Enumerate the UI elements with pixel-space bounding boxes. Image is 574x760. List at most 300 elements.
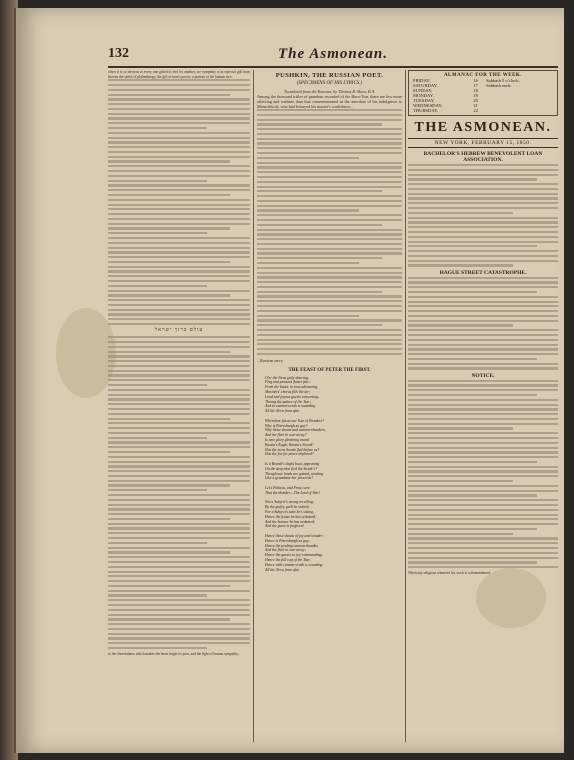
text-line	[108, 532, 250, 534]
text-line	[408, 566, 558, 568]
text-line	[108, 103, 250, 105]
text-line	[108, 494, 250, 496]
text-line	[257, 162, 402, 164]
text-line	[108, 137, 250, 139]
text-line	[108, 132, 250, 134]
text-line	[108, 175, 250, 177]
poem-line: From the boats, in tone advancing,	[265, 385, 319, 390]
text-line	[108, 370, 250, 372]
text-line	[408, 178, 537, 180]
text-line	[108, 403, 250, 405]
text-line	[108, 556, 250, 558]
text-line	[408, 301, 558, 303]
text-line	[408, 197, 558, 199]
text-line	[108, 355, 250, 357]
text-line	[408, 260, 558, 262]
almanac-cell: SUNDAY,	[413, 88, 433, 93]
text-line	[257, 176, 402, 178]
poem-line: And to cannon-crash is sounding	[265, 404, 316, 409]
poem-line: Hence the pealing cannon-thunder,	[265, 543, 319, 548]
text-line	[108, 398, 250, 400]
text-line	[108, 365, 250, 367]
text-line	[108, 461, 250, 463]
column-3	[408, 70, 558, 746]
text-line	[408, 389, 558, 391]
hebrew-line: עולם ברוך ישראל	[154, 328, 204, 334]
text-line	[257, 138, 402, 140]
text-line	[108, 146, 250, 148]
text-line	[408, 408, 558, 410]
text-line	[408, 305, 558, 307]
text-line	[108, 98, 250, 100]
text-line	[108, 208, 250, 210]
article-title: PUSHKIN, THE RUSSIAN POET.	[275, 72, 384, 79]
text-line	[108, 585, 230, 587]
text-line	[108, 527, 250, 529]
text-line	[108, 151, 250, 153]
text-line	[108, 537, 250, 539]
text-line	[408, 310, 558, 312]
text-line	[108, 79, 250, 81]
col3-body-2	[408, 277, 558, 370]
text-line	[108, 590, 250, 592]
poem-line: Hence the feasts he has ordained,	[265, 514, 317, 519]
text-line	[257, 200, 402, 202]
poem-line: Though our lands are gained, stealing	[265, 471, 324, 476]
text-line	[108, 194, 230, 196]
text-line	[408, 236, 558, 238]
text-line	[408, 193, 558, 195]
text-line	[257, 310, 402, 312]
text-line	[257, 291, 382, 293]
text-line	[408, 250, 558, 252]
text-line	[108, 213, 250, 215]
almanac-cell: 22	[473, 108, 478, 113]
text-line	[108, 204, 250, 206]
text-line	[408, 358, 537, 360]
text-line	[408, 485, 558, 487]
poem-line: Russia's Eagle, Russia's Sword?	[265, 442, 314, 447]
text-line	[108, 480, 250, 482]
text-line	[257, 166, 402, 168]
text-line	[108, 594, 207, 596]
text-line	[408, 394, 537, 396]
text-line	[408, 174, 558, 176]
text-line	[108, 223, 250, 225]
poem-line: That the thunder—The Lord of War!	[265, 490, 320, 495]
text-line	[257, 267, 402, 269]
almanac-cell: FRIDAY,	[413, 78, 431, 83]
text-line	[108, 518, 230, 520]
poem-line: On the deep that fled the Swede's?	[265, 466, 318, 471]
newspaper-page	[14, 8, 564, 753]
text-line	[408, 183, 558, 185]
poem-line: Has the stern Swede fled before us?	[265, 447, 320, 452]
text-line	[408, 380, 558, 382]
text-line	[257, 276, 402, 278]
text-line	[408, 499, 558, 501]
text-line	[108, 256, 250, 258]
text-line	[408, 339, 558, 341]
text-line	[257, 147, 402, 149]
text-line	[108, 199, 250, 201]
text-line	[257, 315, 359, 317]
page-stain	[56, 308, 116, 398]
almanac-box	[408, 70, 558, 116]
text-line	[108, 89, 250, 91]
text-line	[408, 514, 558, 516]
text-line	[108, 551, 230, 553]
text-line	[408, 353, 558, 355]
text-line	[408, 466, 558, 468]
text-line	[108, 247, 250, 249]
poem-line: And the fleet in war-array;	[265, 548, 306, 553]
text-line	[257, 142, 402, 144]
text-line	[408, 480, 513, 482]
text-line	[408, 528, 537, 530]
text-line	[108, 232, 207, 234]
text-line	[257, 214, 402, 216]
text-line	[257, 257, 382, 259]
text-line	[108, 285, 207, 287]
text-line	[408, 344, 558, 346]
poem-line: And the fleet in war-array?	[265, 433, 307, 438]
section-heading: HAGUE STREET CATASTROPHE.	[439, 269, 527, 276]
text-line	[408, 552, 558, 554]
text-line	[408, 241, 558, 243]
text-line	[108, 280, 250, 282]
text-line	[108, 446, 250, 448]
section-heading: NOTICE.	[471, 372, 495, 379]
text-line	[408, 245, 537, 247]
text-line	[408, 291, 537, 293]
almanac-cell: 17	[473, 83, 478, 88]
text-line	[108, 270, 250, 272]
text-line	[108, 117, 250, 119]
text-line	[408, 164, 558, 166]
poem-line: Throng the palace of the Tsar;	[265, 399, 312, 404]
text-line	[257, 281, 402, 283]
text-line	[108, 379, 250, 381]
text-line	[257, 272, 402, 274]
text-line	[108, 294, 230, 296]
text-line	[108, 290, 250, 292]
text-line	[408, 533, 513, 535]
text-line	[108, 261, 230, 263]
text-line	[257, 157, 359, 159]
text-line	[408, 255, 558, 257]
text-line	[108, 341, 250, 343]
poem-line: All the Neva from afar.	[265, 409, 300, 414]
text-line	[408, 169, 558, 171]
text-line	[108, 633, 250, 635]
poem-line: Flag and pennant flutter fair;	[265, 380, 310, 385]
text-line	[408, 296, 558, 298]
text-line	[257, 114, 402, 116]
text-line	[257, 238, 402, 240]
text-line	[108, 189, 250, 191]
almanac-row	[412, 108, 554, 113]
article-intro: Among the thousand trifles of grandeur recorded of the Hero-Tsar, there are few more affecting and sublime than that commemorated in the anecdote of his indulgence to Menschikoff, who had betrayed his master's confidence...	[257, 94, 402, 109]
text-line	[257, 339, 402, 341]
text-line	[257, 295, 402, 297]
text-line	[108, 427, 250, 429]
col3-closing: When any religious whatever his stock is a dismembered.	[408, 570, 491, 575]
almanac-cell: 19	[473, 93, 478, 98]
text-line	[257, 181, 402, 183]
text-line	[108, 504, 250, 506]
almanac-cell: THURSDAY,	[413, 108, 439, 113]
text-line	[108, 475, 250, 477]
text-line	[408, 315, 558, 317]
poem-line: Wherefore feasts our Tsar of Wonders?	[265, 418, 325, 423]
text-line	[408, 423, 558, 425]
col1-lead: when it is so obvious to every one gifted to feel for another, we sympathy is in especial gift from heaven the safest of philanthropy, the gift of man's power, a portion of the human race.	[108, 70, 250, 79]
text-line	[108, 360, 250, 362]
text-line	[108, 499, 250, 501]
almanac-title: ALMANAC FOR THE WEEK.	[443, 73, 523, 78]
text-line	[257, 123, 382, 125]
text-line	[108, 84, 250, 86]
text-line	[108, 432, 250, 434]
text-line	[108, 266, 250, 268]
text-line	[408, 542, 558, 544]
text-line	[408, 518, 558, 520]
text-line	[257, 195, 402, 197]
text-line	[108, 237, 250, 239]
text-line	[108, 508, 250, 510]
poem-line: Hence the guests so joy-commanding;	[265, 553, 323, 558]
text-line	[257, 300, 402, 302]
text-line	[408, 286, 558, 288]
text-line	[408, 456, 558, 458]
text-line	[257, 262, 359, 264]
column-1	[108, 70, 250, 746]
poem-line: Not a Subject's wrong recalling,	[265, 500, 314, 505]
poem-line: And the honour he has ordained;	[265, 519, 316, 524]
text-line	[108, 451, 230, 453]
text-line	[257, 286, 402, 288]
text-line	[257, 171, 402, 173]
almanac-cell: Sabbath ends.	[486, 83, 512, 88]
masthead: The Asmonean.	[278, 46, 388, 62]
text-line	[257, 319, 402, 321]
text-line	[257, 209, 359, 211]
text-line	[257, 324, 382, 326]
text-line	[108, 304, 250, 306]
almanac-cell: 16	[473, 78, 478, 83]
text-line	[408, 207, 558, 209]
text-line	[257, 243, 402, 245]
poem-line: Is it Brandt's slight boat, appearing	[265, 461, 320, 466]
text-line	[108, 571, 250, 573]
text-line	[108, 580, 250, 582]
text-line	[257, 305, 402, 307]
section-heading: BACHELOR'S HEBREW BENEVOLENT LOAN ASSOCIATION.	[423, 151, 543, 163]
poem-line: Has the foe for peace implored?	[265, 452, 314, 457]
text-line	[257, 233, 402, 235]
text-line	[257, 219, 402, 221]
text-line	[108, 94, 230, 96]
text-line	[108, 456, 250, 458]
text-line	[408, 475, 558, 477]
poem-line: Is new glory gleaming round	[265, 437, 309, 442]
text-line	[108, 614, 250, 616]
text-line	[108, 184, 250, 186]
paper-title: THE ASMONEAN.	[414, 120, 552, 135]
text-line	[257, 334, 402, 336]
poem-line: Hence the full cup of the Tsar;	[265, 557, 312, 562]
text-line	[408, 281, 558, 283]
text-line	[108, 513, 250, 515]
dateline: NEW YORK, FEBRUARY 15, 1850.	[408, 138, 558, 148]
text-line	[108, 437, 207, 439]
text-line	[408, 537, 558, 539]
text-line	[108, 318, 250, 320]
col2-body	[257, 109, 402, 355]
text-line	[408, 494, 537, 496]
poem-line: Let's Poltava, and Frost, sent	[265, 485, 310, 490]
text-line	[108, 637, 250, 639]
text-line	[108, 160, 230, 162]
text-line	[257, 119, 402, 121]
page-header	[108, 46, 558, 68]
col1-body-2	[108, 336, 250, 649]
text-line	[108, 323, 250, 325]
text-line	[108, 313, 250, 315]
poem-line: And the guest is forgiven!	[265, 524, 304, 529]
text-line	[108, 251, 250, 253]
text-line	[108, 299, 250, 301]
text-line	[408, 432, 558, 434]
text-line	[257, 190, 382, 192]
text-line	[408, 470, 558, 472]
text-line	[108, 542, 207, 544]
text-line	[408, 461, 537, 463]
text-line	[408, 437, 558, 439]
text-line	[408, 561, 537, 563]
almanac-cell: 21	[473, 103, 478, 108]
page-number: 132	[108, 46, 129, 61]
text-line	[108, 547, 250, 549]
text-line	[108, 642, 250, 644]
text-line	[108, 523, 250, 525]
text-line	[408, 384, 558, 386]
text-line	[108, 336, 250, 338]
text-line	[408, 363, 558, 365]
text-line	[108, 599, 250, 601]
text-line	[408, 334, 558, 336]
poem-line: Why those shouts and cannon-thunders,	[265, 428, 326, 433]
text-line	[408, 217, 558, 219]
text-line	[408, 447, 558, 449]
text-line	[108, 394, 250, 396]
text-line	[257, 343, 402, 345]
text-line	[408, 504, 558, 506]
text-line	[108, 623, 250, 625]
text-line	[108, 575, 250, 577]
text-line	[257, 128, 402, 130]
text-line	[257, 329, 402, 331]
text-line	[408, 329, 558, 331]
text-line	[108, 618, 230, 620]
col1-body	[108, 79, 250, 325]
text-line	[408, 367, 558, 369]
text-line	[108, 422, 250, 424]
text-line	[108, 227, 230, 229]
text-line	[108, 561, 250, 563]
poem-line: By the guilty, guilt be stain'd;	[265, 505, 310, 510]
text-line	[108, 604, 250, 606]
text-line	[408, 547, 558, 549]
translator-credit: Translated from the Russian, by Thomas B. Shaw, B.A.	[283, 89, 376, 94]
almanac-cell: WEDNESDAY,	[413, 103, 443, 108]
text-line	[108, 127, 207, 129]
text-line	[108, 309, 250, 311]
text-line	[408, 509, 558, 511]
text-line	[257, 353, 402, 355]
text-line	[408, 557, 558, 559]
text-line	[408, 399, 558, 401]
text-line	[108, 441, 250, 443]
text-line	[257, 133, 402, 135]
text-line	[408, 427, 513, 429]
text-line	[108, 408, 250, 410]
text-line	[108, 122, 250, 124]
text-line	[108, 180, 207, 182]
text-line	[108, 418, 230, 420]
text-line	[108, 470, 250, 472]
text-line	[408, 277, 558, 279]
poem-line: Why is Petersburgh so gay?	[265, 423, 308, 428]
text-line	[108, 609, 250, 611]
poem-line: All the Neva from afar.	[265, 567, 300, 572]
text-line	[108, 156, 250, 158]
article-ending: ...Russian navy.	[257, 357, 284, 363]
text-line	[257, 205, 402, 207]
text-line	[108, 465, 250, 467]
text-line	[257, 229, 402, 231]
text-line	[408, 212, 513, 214]
col3-body	[408, 164, 558, 267]
text-line	[257, 252, 402, 254]
almanac-cell: 18	[473, 88, 478, 93]
text-line	[257, 152, 402, 154]
text-line	[108, 275, 250, 277]
text-line	[108, 141, 250, 143]
text-line	[108, 413, 250, 415]
text-line	[408, 442, 558, 444]
column-2	[257, 70, 402, 746]
text-line	[408, 264, 513, 266]
text-line	[408, 413, 558, 415]
text-line	[108, 566, 250, 568]
text-line	[108, 108, 250, 110]
column-rule	[253, 70, 254, 742]
text-line	[108, 218, 250, 220]
almanac-cell: TUESDAY,	[413, 98, 435, 103]
text-line	[408, 418, 558, 420]
text-line	[408, 451, 558, 453]
poem-line: Mariners' chorus fills the air;	[265, 390, 311, 395]
almanac-cell: MONDAY,	[413, 93, 434, 98]
text-line	[408, 188, 558, 190]
text-line	[108, 384, 207, 386]
text-line	[108, 242, 250, 244]
poem	[265, 376, 394, 573]
text-line	[108, 484, 230, 486]
text-line	[257, 224, 382, 226]
